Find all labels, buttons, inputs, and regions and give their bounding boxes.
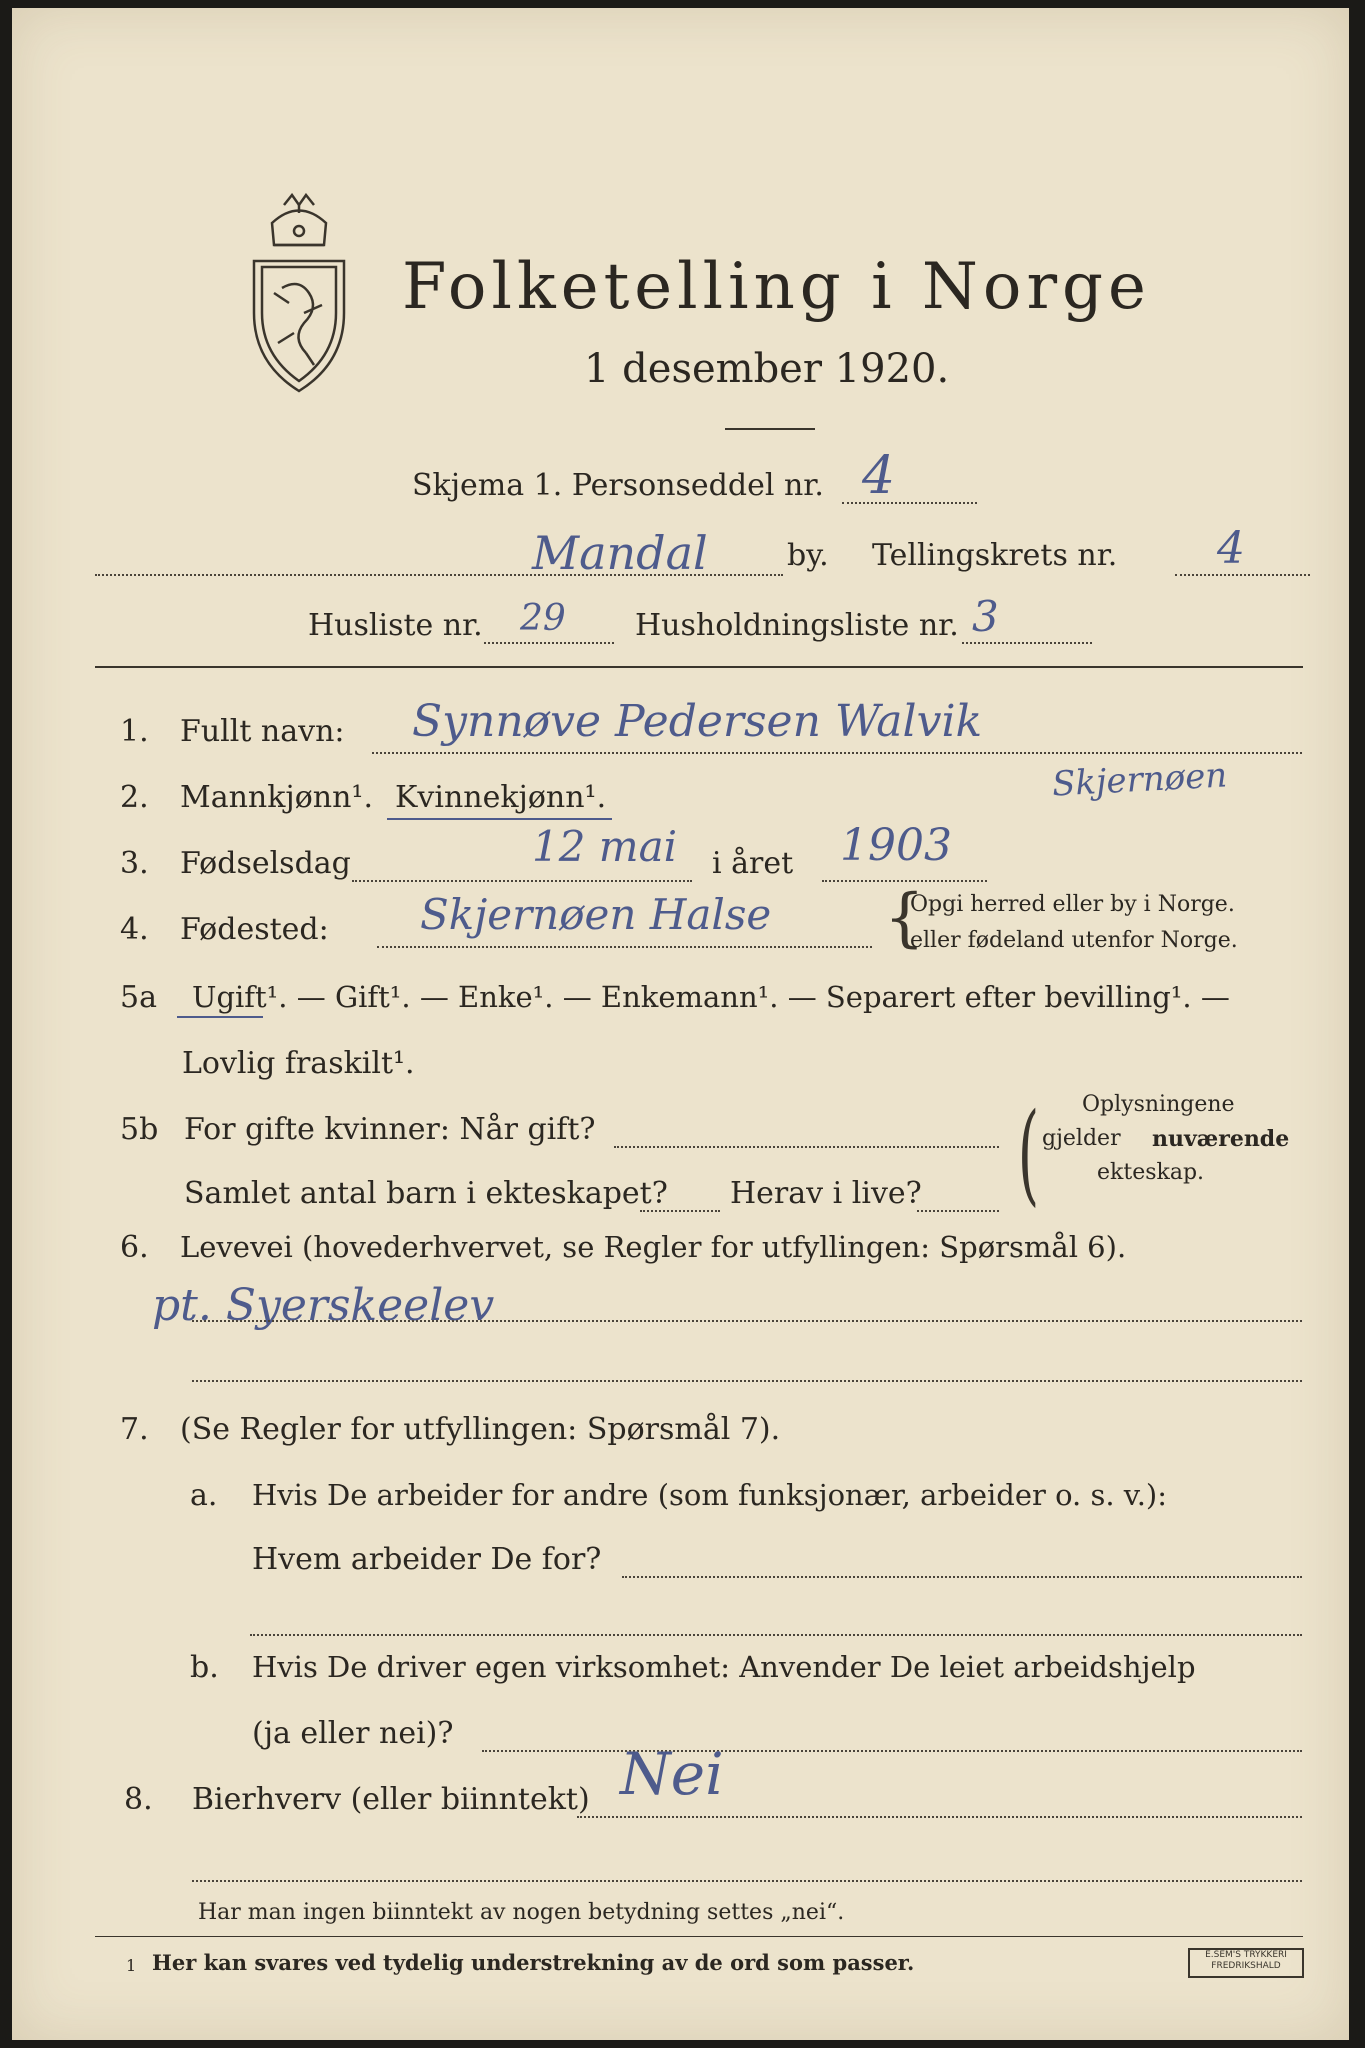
coat-of-arms-icon: [244, 193, 354, 398]
q2-female-underline: [387, 818, 612, 820]
q5b-note-1: Oplysningene: [1082, 1092, 1235, 1117]
q8-field-line-2: [192, 1880, 1302, 1882]
q8-label: Bierhverv (eller biinntekt): [192, 1782, 590, 1817]
town-suffix: by.: [787, 538, 829, 573]
husholdning-field-line: [962, 642, 1092, 644]
district-value[interactable]: 4: [1217, 523, 1245, 574]
footer-note: Har man ingen biinntekt av nogen betydning settes „nei“.: [198, 1900, 845, 1925]
q5a-options[interactable]: Ugift¹. — Gift¹. — Enke¹. — Enkemann¹. — Separert efter bevilling¹. —: [192, 980, 1230, 1014]
q7a-field-line-1: [622, 1576, 1302, 1578]
q6-field-line-2: [192, 1380, 1302, 1382]
printer-stamp-line-1: E.SEM'S TRYKKERI: [1205, 1950, 1287, 1960]
census-form-page: [12, 8, 1349, 2040]
husholdning-label: Husholdningsliste nr.: [635, 608, 959, 643]
q1-label: Fullt navn:: [180, 714, 345, 749]
q5b-label-1: For gifte kvinner: Når gift?: [184, 1112, 596, 1147]
district-field-line: [1175, 574, 1310, 576]
header-divider: [95, 666, 1303, 668]
town-value[interactable]: Mandal: [532, 526, 708, 580]
schema-label: Skjema 1. Personseddel nr.: [412, 468, 824, 503]
birthday-value[interactable]: 12 mai: [532, 822, 678, 871]
q5a-ugift-underline: [177, 1016, 263, 1018]
birthplace-value[interactable]: Skjernøen Halse: [420, 890, 772, 939]
q7b-number: b.: [190, 1650, 219, 1685]
side-income-value[interactable]: Nei: [620, 1740, 724, 1808]
q4-number: 4.: [120, 912, 149, 947]
q4-brace: {: [884, 881, 925, 955]
q7b-label-1: Hvis De driver egen virksomhet: Anvender De leiet arbeidshjelp: [252, 1650, 1196, 1684]
district-label: Tellingskrets nr.: [872, 538, 1118, 573]
birth-year-value[interactable]: 1903: [840, 820, 952, 871]
title-divider: [725, 428, 815, 430]
q4-note-2: eller fødeland utenfor Norge.: [910, 928, 1238, 953]
q7a-label-2: Hvem arbeider De for?: [252, 1542, 602, 1577]
q5b-label-3: Herav i live?: [730, 1176, 922, 1211]
footer-divider: [95, 1936, 1303, 1937]
q7-label: (Se Regler for utfyllingen: Spørsmål 7).: [180, 1412, 781, 1447]
q5a-options-2[interactable]: Lovlig fraskilt¹.: [182, 1046, 415, 1081]
schema-value[interactable]: 4: [862, 446, 896, 506]
printer-stamp-line-2: FREDRIKSHALD: [1211, 1961, 1281, 1971]
q2-number: 2.: [120, 780, 149, 815]
q5b-number: 5b: [120, 1112, 159, 1147]
q6-field-line-1: [192, 1320, 1302, 1322]
q8-field-line-1: [577, 1816, 1302, 1818]
q6-number: 6.: [120, 1230, 149, 1265]
q4-field-line: [377, 946, 872, 948]
q7-number: 7.: [120, 1412, 149, 1447]
form-title: Folketelling i Norge: [402, 250, 1151, 324]
q2-female-option[interactable]: Kvinnekjønn¹.: [395, 780, 607, 815]
q3-field-line: [352, 880, 692, 882]
full-name-value[interactable]: Synnøve Pedersen Walvik: [412, 696, 983, 747]
q5b-note-2b: nuværende: [1152, 1126, 1290, 1152]
q7b-field-line: [482, 1750, 1302, 1752]
husholdning-value[interactable]: 3: [972, 592, 999, 641]
q3-year-label: i året: [712, 846, 794, 881]
occupation-value[interactable]: pt. Syerskeelev: [152, 1280, 495, 1331]
husliste-field-line: [484, 642, 614, 644]
q5a-number: 5a: [120, 980, 157, 1015]
q3-number: 3.: [120, 846, 149, 881]
q5b-field-line-2: [640, 1210, 720, 1212]
form-date: 1 desember 1920.: [584, 346, 950, 392]
full-name-extra[interactable]: Skjernøen: [1051, 755, 1229, 805]
q5b-note-3: ekteskap.: [1097, 1160, 1205, 1185]
q5b-note-2a: gjelder: [1042, 1126, 1121, 1151]
q5b-brace: (: [1017, 1089, 1040, 1217]
footnote-number: 1: [126, 1956, 137, 1975]
q7a-label-1: Hvis De arbeider for andre (som funksjonær, arbeider o. s. v.):: [252, 1478, 1168, 1512]
q8-number: 8.: [124, 1782, 153, 1817]
q3-label: Fødselsdag: [180, 846, 351, 881]
husliste-value[interactable]: 29: [520, 598, 566, 639]
husliste-label: Husliste nr.: [308, 608, 483, 643]
q5b-field-line-1: [614, 1146, 999, 1148]
q7b-label-2: (ja eller nei)?: [252, 1716, 454, 1751]
q7a-number: a.: [190, 1478, 218, 1513]
printer-stamp: [1188, 1948, 1304, 1978]
q4-note-1: Opgi herred eller by i Norge.: [910, 892, 1235, 917]
footnote-text: Her kan svares ved tydelig understrekning av de ord som passer.: [152, 1950, 915, 1975]
q7a-field-line-2: [250, 1634, 1302, 1636]
q6-label: Levevei (hovederhvervet, se Regler for utfyllingen: Spørsmål 6).: [180, 1230, 1127, 1264]
q5b-label-2: Samlet antal barn i ekteskapet?: [184, 1176, 668, 1211]
q2-male-option[interactable]: Mannkjønn¹.: [180, 780, 373, 815]
q5b-field-line-3: [917, 1210, 999, 1212]
q1-number: 1.: [120, 714, 149, 749]
q4-label: Fødested:: [180, 912, 329, 947]
q1-field-line: [372, 752, 1302, 754]
